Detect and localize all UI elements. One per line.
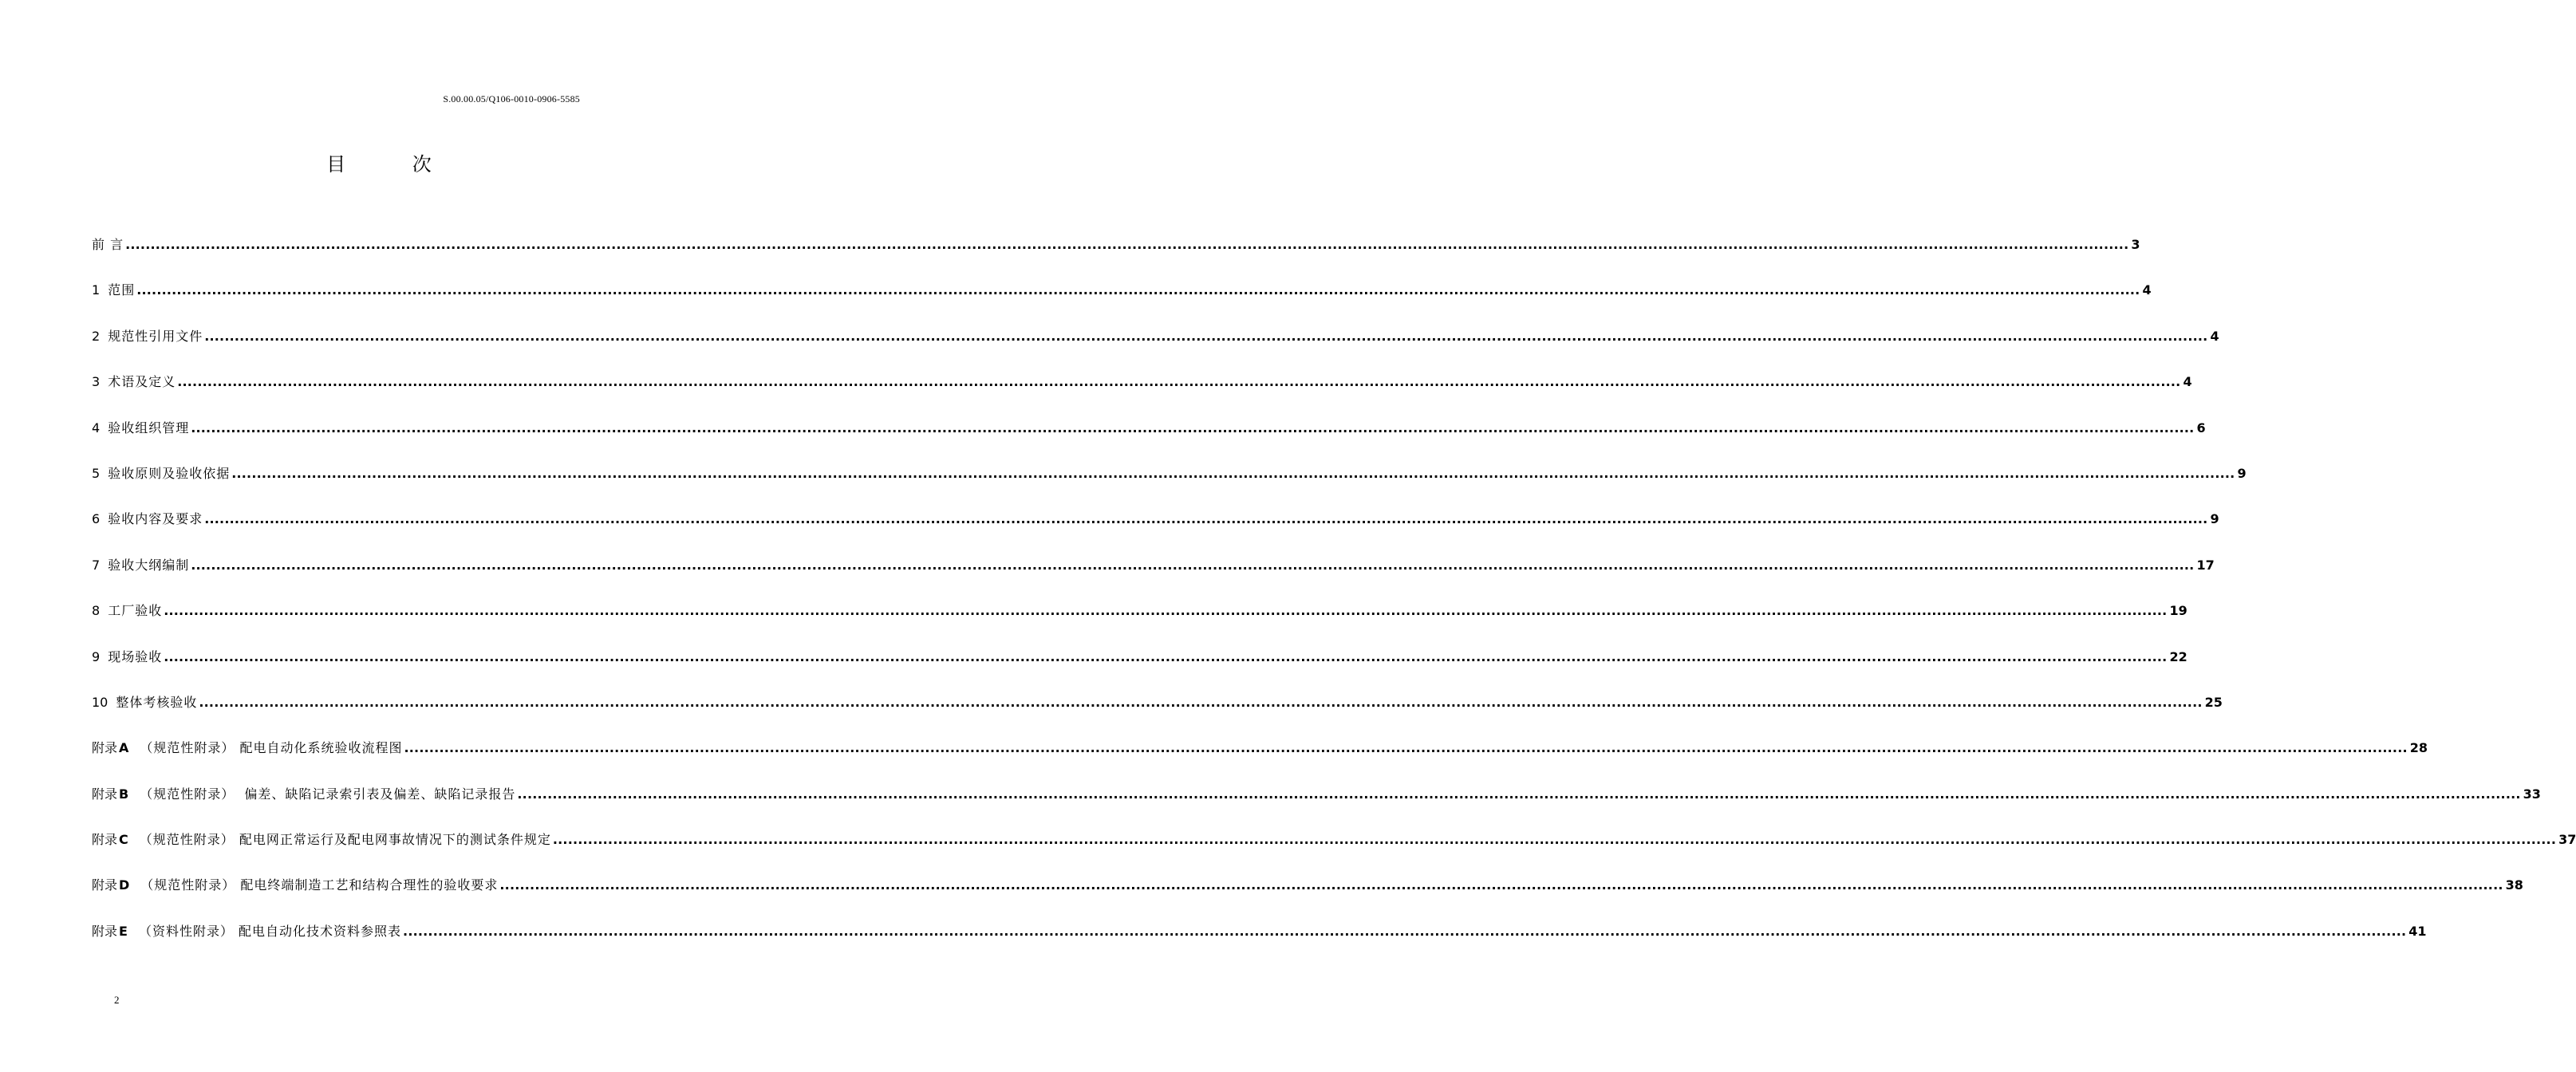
toc-entry-page: 22 (2169, 648, 2187, 664)
page-number: 2 (114, 994, 120, 1006)
toc-leader-dots: ................................................................................................................................................................................................................................................................................................................................................................................................................ (204, 328, 2208, 344)
toc-entry[interactable] (92, 831, 2576, 877)
toc-entry-page: 3 (2131, 237, 2140, 252)
toc-entry-number: 7 (92, 557, 101, 573)
toc-entry[interactable] (92, 420, 2206, 465)
toc-entry-number: 附录 (92, 740, 118, 756)
toc-entry-number: 6 (92, 511, 101, 527)
toc-entry-page: 38 (2505, 877, 2523, 893)
toc-entry-title: 术语及定义 (108, 374, 176, 390)
toc-leader-dots: ................................................................................................................................................................................................................................................................................................................................................................................................................ (177, 374, 2181, 390)
toc-entry-number: 2 (92, 328, 101, 344)
toc-entry[interactable] (92, 694, 2223, 739)
toc-entry[interactable] (92, 373, 2192, 419)
toc-entry[interactable] (92, 282, 2152, 327)
toc-leader-dots: ................................................................................................................................................................................................................................................................................................................................................................................................................ (125, 237, 2129, 252)
toc-entry[interactable] (92, 877, 2523, 922)
toc-leader-dots: ................................................................................................................................................................................................................................................................................................................................................................................................................ (164, 603, 2168, 619)
toc-entry-number: 附录 (92, 832, 118, 848)
toc-entry[interactable] (92, 786, 2541, 831)
toc-entry[interactable] (92, 510, 2219, 556)
toc-entry-title: 验收原则及验收依据 (108, 465, 231, 481)
toc-leader-dots: ................................................................................................................................................................................................................................................................................................................................................................................................................ (136, 282, 2140, 298)
toc-entry-page: 17 (2196, 557, 2215, 573)
toc-leader-dots: ................................................................................................................................................................................................................................................................................................................................................................................................................ (499, 877, 2503, 893)
toc-entry-number: 附录 (92, 786, 118, 802)
toc-entry-number: 3 (92, 374, 101, 390)
toc-entry[interactable] (92, 923, 2427, 968)
toc-entry-page: 4 (2142, 282, 2152, 298)
toc-entry-title: （规范性附录） 配电终端制造工艺和结构合理性的验收要求 (140, 877, 499, 893)
toc-leader-dots: ................................................................................................................................................................................................................................................................................................................................................................................................................ (552, 832, 2557, 848)
toc-entry[interactable] (92, 465, 2247, 510)
toc-entry-title: （资料性附录） 配电自动化技术资料参照表 (138, 923, 402, 939)
toc-leader-dots: ................................................................................................................................................................................................................................................................................................................................................................................................................ (191, 420, 2195, 436)
table-of-contents (92, 236, 2576, 968)
toc-entry[interactable] (92, 557, 2215, 602)
toc-entry-letter: A (119, 740, 129, 756)
toc-entry-title: （规范性附录） 偏差、缺陷记录索引表及偏差、缺陷记录报告 (140, 786, 516, 802)
toc-entry-letter: B (119, 786, 129, 802)
document-code: S.00.00.05/Q106-0010-0906-5585 (443, 93, 580, 104)
toc-entry-title: 规范性引用文件 (108, 328, 203, 344)
toc-entry-page: 37 (2558, 832, 2576, 848)
toc-entry-number: 9 (92, 648, 101, 664)
toc-entry[interactable] (92, 602, 2187, 648)
toc-entry-page: 9 (2210, 511, 2219, 527)
toc-entry-title: （规范性附录） 配电网正常运行及配电网事故情况下的测试条件规定 (139, 832, 551, 848)
toc-entry-page: 28 (2409, 740, 2428, 756)
toc-leader-dots: ................................................................................................................................................................................................................................................................................................................................................................................................................ (403, 923, 2407, 939)
toc-leader-dots: ................................................................................................................................................................................................................................................................................................................................................................................................................ (517, 786, 2521, 802)
toc-entry-letter: E (119, 923, 128, 939)
toc-entry-page: 33 (2523, 786, 2541, 802)
toc-entry-number: 附录 (92, 923, 118, 939)
toc-entry-title: 前 言 (92, 237, 124, 252)
toc-entry-letter: C (119, 832, 128, 848)
toc-entry-page: 41 (2408, 923, 2427, 939)
toc-entry-number: 8 (92, 603, 101, 619)
toc-entry-title: 验收内容及要求 (108, 511, 203, 527)
toc-entry-page: 19 (2169, 603, 2187, 619)
toc-entry-title: 验收大纲编制 (108, 557, 190, 573)
toc-title: 目 次 (326, 153, 462, 175)
toc-entry-title: 整体考核验收 (116, 694, 198, 710)
toc-entry[interactable] (92, 328, 2219, 373)
toc-leader-dots: ................................................................................................................................................................................................................................................................................................................................................................................................................ (191, 557, 2195, 573)
toc-leader-dots: ................................................................................................................................................................................................................................................................................................................................................................................................................ (164, 648, 2168, 664)
toc-entry-title: （规范性附录） 配电自动化系统验收流程图 (140, 740, 403, 756)
toc-entry-title: 验收组织管理 (108, 420, 190, 436)
toc-entry[interactable] (92, 739, 2428, 785)
toc-entry[interactable] (92, 236, 2140, 282)
toc-entry-number: 5 (92, 465, 101, 481)
toc-entry-title: 范围 (108, 282, 136, 298)
toc-leader-dots: ................................................................................................................................................................................................................................................................................................................................................................................................................ (404, 740, 2408, 756)
toc-leader-dots: ................................................................................................................................................................................................................................................................................................................................................................................................................ (204, 511, 2208, 527)
toc-entry-number: 10 (92, 694, 108, 710)
toc-entry-title: 现场验收 (108, 648, 163, 664)
toc-entry-title: 工厂验收 (108, 603, 163, 619)
toc-entry-page: 25 (2204, 694, 2223, 710)
toc-entry-number: 附录 (92, 877, 118, 893)
toc-entry-page: 9 (2237, 465, 2247, 481)
toc-entry-letter: D (119, 877, 130, 893)
toc-entry[interactable] (92, 648, 2187, 694)
toc-entry-page: 4 (2183, 374, 2192, 390)
toc-entry-number: 4 (92, 420, 101, 436)
toc-entry-page: 6 (2196, 420, 2206, 436)
toc-leader-dots: ................................................................................................................................................................................................................................................................................................................................................................................................................ (231, 465, 2235, 481)
toc-entry-page: 4 (2210, 328, 2219, 344)
toc-entry-number: 1 (92, 282, 101, 298)
toc-leader-dots: ................................................................................................................................................................................................................................................................................................................................................................................................................ (199, 694, 2203, 710)
